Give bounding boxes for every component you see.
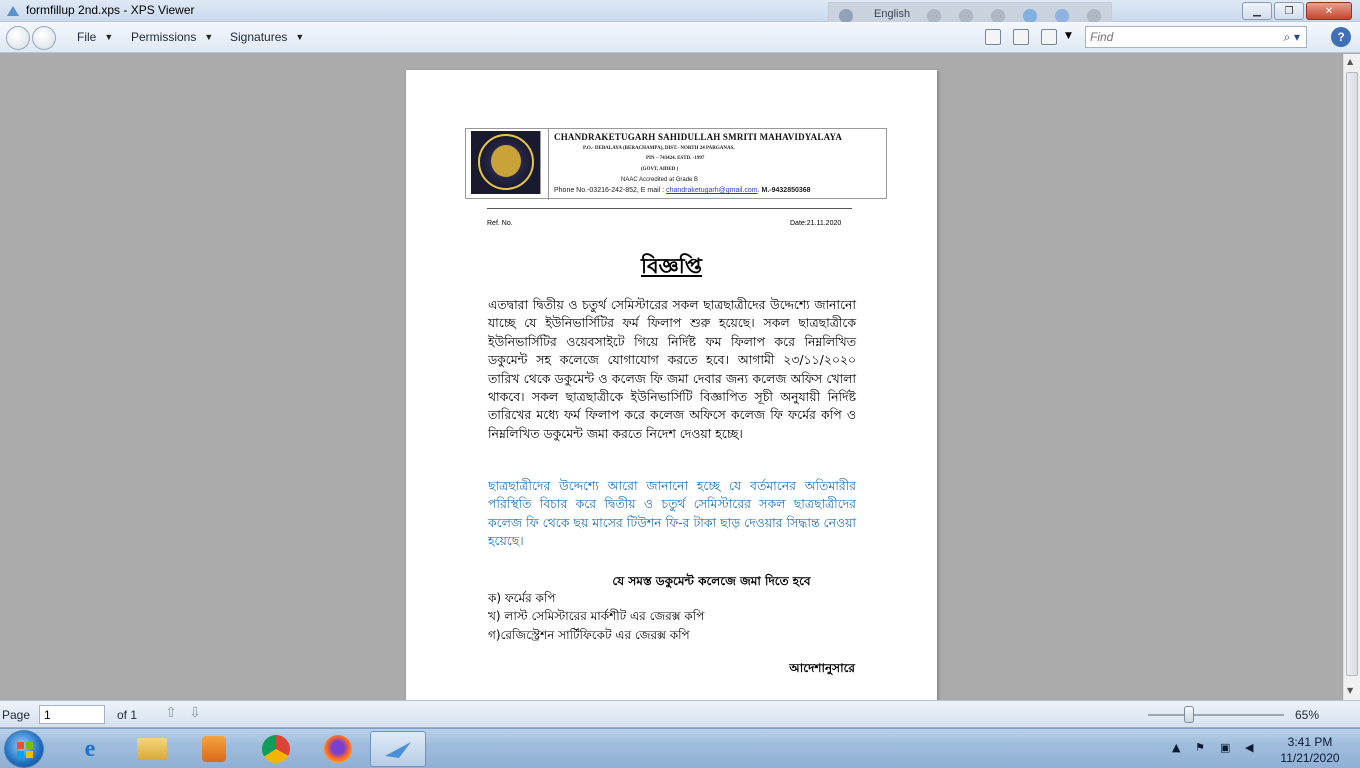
document-page [406,70,937,700]
college-contact: Phone No.-03216-242-852, E mail : chandraketugarh@gmail.com. M.-9432850368 [554,187,811,194]
ref-number: Ref. No. [487,220,513,227]
notice-heading: বিজ্ঞপ্তি [640,254,703,278]
college-pin: PIN – 743424. ESTD. -1997 [646,156,705,161]
page-count: of 1 [117,708,138,722]
menu-file-label: File [77,30,97,44]
phone-text: Phone No.-03216-242-852, E mail : [554,187,667,194]
chevron-down-icon[interactable]: ▼ [1065,31,1072,41]
scroll-up-icon[interactable]: ▲ [1347,57,1354,66]
chrome-icon [262,735,290,763]
mobile-number: M.-9432850368 [761,187,811,194]
divider [487,208,852,209]
find-input[interactable] [1086,27,1266,47]
xps-viewer-icon [383,738,413,760]
menu-signatures-label: Signatures [230,30,288,44]
info-icon[interactable] [1087,9,1101,23]
notice-date: Date:21.11.2020 [790,220,842,227]
help-button[interactable]: ? [1331,27,1351,47]
ime-icon[interactable] [839,9,853,23]
chevron-down-icon: ▼ [104,32,114,42]
next-page-icon[interactable]: ⇩ [189,705,201,721]
taskbar-explorer[interactable] [124,731,180,767]
college-naac: NAAC Accredited at Grade B [621,177,699,183]
letterhead [465,128,887,199]
outline-icon[interactable] [985,29,1001,45]
restore-icon: ❐ [1284,5,1294,17]
system-clock[interactable] [1270,734,1350,766]
help-icon[interactable] [1055,9,1069,23]
page-label: Page [2,708,31,722]
clock-date: 11/21/2020 [1280,751,1340,765]
action-center-icon[interactable]: ⚑ [1195,741,1205,754]
windows-logo-icon [16,741,34,759]
zoom-level: 65% [1295,708,1320,722]
restore-button[interactable] [1274,2,1304,20]
taskbar-ie[interactable] [62,731,118,767]
search-icon[interactable]: ⌕ ▾ [1283,30,1300,44]
menu-file[interactable] [77,30,113,44]
minimize-icon: ▁ [1253,5,1261,17]
show-hidden-icons-icon[interactable]: ▲ [1172,741,1181,754]
pen-icon[interactable] [959,9,973,23]
taskbar-firefox[interactable] [310,731,366,767]
xps-app-icon [6,5,20,17]
scroll-thumb[interactable] [1346,72,1358,676]
document-item: খ) লাস্ট সেমিস্টারের মার্কশীট এর জেরক্স কপি [488,609,705,623]
document-item: গ)রেজিস্ট্রেশন সার্টিফিকেট এর জেরক্স কপি [488,628,690,642]
taskbar-media-player[interactable] [186,731,242,767]
volume-icon[interactable]: ◀ [1245,741,1254,754]
forward-button[interactable] [32,26,56,50]
firefox-icon [324,735,352,763]
minimize-langbar-icon[interactable] [927,9,941,23]
taskbar-chrome[interactable] [248,731,304,767]
zoom-slider[interactable] [1148,714,1284,716]
print-icon[interactable] [1013,29,1029,45]
college-address: P.O.- DEBALAYA (BERACHAMPA), DIST.- NORTH 24 PARGANAS, [583,146,735,151]
page-number-input[interactable] [39,705,105,724]
email-link[interactable]: chandraketugarh@gmail.com [666,187,758,194]
zoom-icon[interactable] [1041,29,1057,45]
start-button[interactable] [4,730,44,768]
vertical-scrollbar[interactable] [1343,54,1360,700]
back-button[interactable] [6,26,30,50]
document-item: ক) ফর্মের কপি [488,591,556,605]
menu-permissions-label: Permissions [131,30,197,44]
minimize-button[interactable] [1242,2,1272,20]
folder-icon [137,738,167,760]
signature-text: আদেশানুসারে [789,661,855,675]
gear-icon[interactable] [991,9,1005,23]
status-bar [0,700,1360,727]
scroll-down-icon[interactable]: ▼ [1347,686,1354,695]
media-player-icon [202,736,226,762]
title-bar [0,0,1360,22]
documents-title: যে সমস্ত ডকুমেন্ট কলেজে জমা দিতে হবে [612,574,811,588]
taskbar-xps-viewer[interactable] [370,731,426,767]
zoom-slider-thumb[interactable] [1184,706,1194,723]
college-name: CHANDRAKETUGARH SAHIDULLAH SMRITI MAHAVIDYALAYA [554,132,843,142]
menu-bar [0,22,1360,53]
document-viewer[interactable] [0,54,1343,700]
menu-permissions[interactable] [131,30,213,44]
notice-paragraph-1: এতদ্বারা দ্বিতীয় ও চতুর্থ সেমিস্টারের সকল ছাত্রছাত্রীদের উদ্দেশ্যে জানানো যাচ্ছে যে ইউনিভার্সিটির ফর্ম ফিলাপ শুরু হয়েছে। সকল ছাত্রছাত্রীকে ইউনিভার্সিটির ওয়েবসাইটে গিয়ে নির্দিষ্ট ফম ফিলাপ করে নিম্নলিখিত ডকুমেন্ট সহ কলেজে যোগাযোগ করতে হবে। আগামী ২৩/১১/২০২০ তারিখ থেকে ডকুমেন্ট ও কলেজ ফি জমা দেবার জন্য কলেজ অফিস খোলা থাকবে। সকল ছাত্রছাত্রীকে ইউনিভার্সিটি বিজ্ঞাপিত সূচী অনুযায়ী নির্দিষ্ট তারিখের মধ্যে ফর্ম ফিলাপ করে কলেজ অফিসে কলেজ ফি ফর্মের কপি ও নিম্নলিখিত ডকুমেন্ট জমা করতে নিদেশ দেওয়া হচ্ছে। [488,297,856,441]
clock-time: 3:41 PM [1287,735,1333,749]
taskbar [0,728,1360,768]
notice-paragraph-2: ছাত্রছাত্রীদের উদ্দেশ্যে আরো জানানো হচ্ছে যে বর্তমানের অতিমারীর পরিস্থিতি বিচার করে দ্বিতীয় ও চতুর্থ সেমিস্টারের সকল ছাত্রছাত্রীদের কলেজ ফি থেকে ছয় মাসের টিউশন ফি-র টাকা ছাড় দেওয়ার সিদ্ধান্ত নেওয়া হয়েছে। [488,478,856,549]
language-label[interactable]: English [874,8,911,20]
college-govt: (GOVT. AIDED ) [641,167,679,172]
internet-explorer-icon: e [84,735,96,762]
previous-page-icon[interactable]: ⇧ [165,705,177,721]
chevron-down-icon: ▼ [295,32,305,42]
close-button[interactable] [1306,2,1352,20]
window-title: formfillup 2nd.xps - XPS Viewer [26,3,195,17]
network-icon[interactable]: ▣ [1220,741,1231,754]
chevron-down-icon: ▼ [204,32,214,42]
ie-icon[interactable] [1023,9,1037,23]
college-logo [471,131,541,194]
menu-signatures[interactable] [230,30,304,44]
find-box[interactable] [1085,26,1307,48]
close-icon: ✕ [1324,5,1334,17]
